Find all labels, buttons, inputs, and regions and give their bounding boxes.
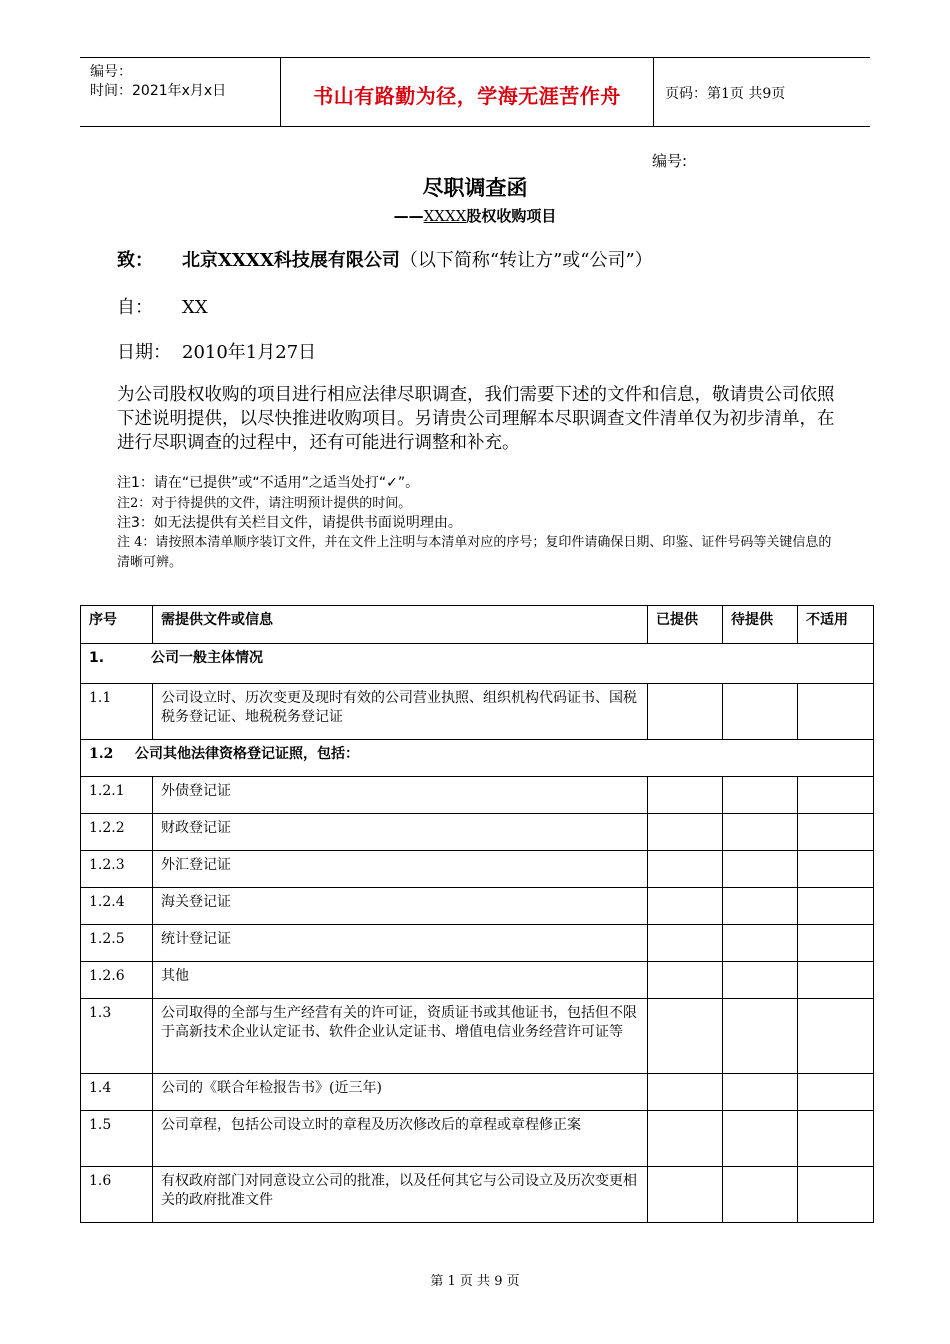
row-num: 1.3 [81, 999, 153, 1074]
table-row [81, 1167, 874, 1223]
provided-checkbox-cell[interactable] [648, 888, 723, 925]
header-motto: 书山有路勤为径，学海无涯苦作舟 [313, 84, 621, 108]
to-label: 致： [117, 250, 153, 271]
document-title: 尽职调查函 [422, 176, 528, 200]
not-applicable-checkbox-cell[interactable] [798, 1111, 874, 1167]
section-1-num: 1. [89, 650, 105, 666]
section-1-cell [81, 644, 874, 684]
row-text: 公司章程，包括公司设立时的章程及历次修改后的章程或章程修正案 [153, 1111, 648, 1167]
not-applicable-checkbox-cell[interactable] [798, 684, 874, 740]
provided-checkbox-cell[interactable] [648, 1167, 723, 1223]
not-applicable-checkbox-cell[interactable] [798, 925, 874, 962]
intro-paragraph: 为公司股权收购的项目进行相应法律尽职调查，我们需要下述的文件和信息，敬请贵公司依照下述说明提供，以尽快推进收购项目。另请贵公司理解本尽职调查文件清单仅为初步清单，在进行尽职调查的过程中，还有可能进行调整和补充。 [117, 385, 835, 453]
table-row [81, 1111, 874, 1167]
page-header [80, 57, 870, 127]
row-text: 公司取得的全部与生产经营有关的许可证，资质证书或其他证书，包括但不限于高新技术企业认定证书、软件企业认定证书、增值电信业务经营许可证等 [153, 999, 648, 1074]
not-applicable-checkbox-cell[interactable] [798, 814, 874, 851]
provided-checkbox-cell[interactable] [648, 851, 723, 888]
row-num: 1.6 [81, 1167, 153, 1223]
table-row [81, 962, 874, 999]
not-applicable-checkbox-cell[interactable] [798, 962, 874, 999]
date-line [117, 338, 316, 364]
note-1: 注1：请在“已提供”或“不适用”之适当处打“✓”。 [117, 475, 420, 491]
pending-checkbox-cell[interactable] [723, 1111, 798, 1167]
to-line [117, 246, 653, 272]
table-row [81, 925, 874, 962]
header-seq: 序号 [81, 606, 153, 644]
note-3: 注3：如无法提供有关栏目文件，请提供书面说明理由。 [117, 515, 462, 531]
provided-checkbox-cell[interactable] [648, 1111, 723, 1167]
provided-checkbox-cell[interactable] [648, 814, 723, 851]
pending-checkbox-cell[interactable] [723, 925, 798, 962]
pending-checkbox-cell[interactable] [723, 962, 798, 999]
header-time: 时间：2021年x月x日 [90, 83, 227, 99]
header-provided: 已提供 [648, 606, 723, 644]
row-text: 公司设立时、历次变更及现时有效的公司营业执照、组织机构代码证书、国税税务登记证、地税税务登记证 [153, 684, 648, 740]
subtitle-suffix: 股权收购项目 [466, 207, 557, 225]
header-doc-no: 编号： [90, 64, 132, 80]
pending-checkbox-cell[interactable] [723, 1074, 798, 1111]
header-motto-cell [280, 58, 654, 126]
section-1-title: 公司一般主体情况 [151, 650, 263, 666]
not-applicable-checkbox-cell[interactable] [798, 777, 874, 814]
document-subtitle [0, 205, 950, 226]
row-text: 公司的《联合年检报告书》(近三年) [153, 1074, 648, 1111]
row-text: 外汇登记证 [153, 851, 648, 888]
provided-checkbox-cell[interactable] [648, 684, 723, 740]
row-num: 1.2.1 [81, 777, 153, 814]
provided-checkbox-cell[interactable] [648, 1074, 723, 1111]
table-row [81, 851, 874, 888]
date-label: 日期： [117, 342, 171, 363]
not-applicable-checkbox-cell[interactable] [798, 999, 874, 1074]
row-num: 1.2.3 [81, 851, 153, 888]
row-num: 1.2.2 [81, 814, 153, 851]
section-1-2-cell [81, 740, 874, 777]
section-row-1 [81, 644, 874, 684]
header-page-cell [653, 58, 870, 126]
row-text: 财政登记证 [153, 814, 648, 851]
provided-checkbox-cell[interactable] [648, 777, 723, 814]
pending-checkbox-cell[interactable] [723, 888, 798, 925]
to-note: （以下简称“转让方”或“公司”） [399, 250, 653, 271]
note-4: 注 4：请按照本清单顺序装订文件，并在文件上注明与本清单对应的序号；复印件请确保日期、印鉴、证件号码等关键信息的清晰可辨。 [117, 535, 832, 570]
table-row [81, 999, 874, 1074]
note-2: 注2：对于待提供的文件，请注明预计提供的时间。 [117, 496, 412, 511]
row-text: 统计登记证 [153, 925, 648, 962]
table-row [81, 684, 874, 740]
from-label: 自： [117, 297, 153, 318]
row-num: 1.2.5 [81, 925, 153, 962]
row-text: 海关登记证 [153, 888, 648, 925]
not-applicable-checkbox-cell[interactable] [798, 1074, 874, 1111]
section-1-2-title: 公司其他法律资格登记证照，包括： [135, 746, 359, 762]
not-applicable-checkbox-cell[interactable] [798, 888, 874, 925]
table-row [81, 777, 874, 814]
row-num: 1.2.6 [81, 962, 153, 999]
table-row [81, 1074, 874, 1111]
page-footer: 第 1 页 共 9 页 [430, 1274, 520, 1289]
pending-checkbox-cell[interactable] [723, 999, 798, 1074]
pending-checkbox-cell[interactable] [723, 814, 798, 851]
section-1-2-num: 1.2 [89, 746, 114, 762]
header-page-info: 页码：第1页 共9页 [665, 86, 786, 102]
subtitle-name: XXXX [423, 207, 467, 225]
date-value: 2010年1月27日 [182, 342, 317, 363]
pending-checkbox-cell[interactable] [723, 684, 798, 740]
from-value: XX [182, 297, 208, 318]
row-text: 有权政府部门对同意设立公司的批准，以及任何其它与公司设立及历次变更相关的政府批准文件 [153, 1167, 648, 1223]
to-company: 北京XXXX科技展有限公司 [182, 250, 400, 271]
pending-checkbox-cell[interactable] [723, 851, 798, 888]
provided-checkbox-cell[interactable] [648, 999, 723, 1074]
provided-checkbox-cell[interactable] [648, 962, 723, 999]
from-line [117, 293, 208, 319]
row-num: 1.1 [81, 684, 153, 740]
document-number-label: 编号: [652, 152, 688, 170]
not-applicable-checkbox-cell[interactable] [798, 851, 874, 888]
header-item: 需提供文件或信息 [153, 606, 648, 644]
table-row [81, 888, 874, 925]
header-pending: 待提供 [723, 606, 798, 644]
header-not-applicable: 不适用 [798, 606, 874, 644]
document-checklist-table [80, 605, 874, 1223]
header-info-cell [80, 58, 280, 126]
pending-checkbox-cell[interactable] [723, 777, 798, 814]
row-text: 其他 [153, 962, 648, 999]
table-header-row [81, 606, 874, 644]
row-text: 外债登记证 [153, 777, 648, 814]
row-num: 1.2.4 [81, 888, 153, 925]
pending-checkbox-cell[interactable] [723, 1167, 798, 1223]
provided-checkbox-cell[interactable] [648, 925, 723, 962]
not-applicable-checkbox-cell[interactable] [798, 1167, 874, 1223]
row-num: 1.5 [81, 1111, 153, 1167]
table-row [81, 814, 874, 851]
section-row-1-2 [81, 740, 874, 777]
row-num: 1.4 [81, 1074, 153, 1111]
subtitle-prefix: —— [393, 207, 424, 225]
